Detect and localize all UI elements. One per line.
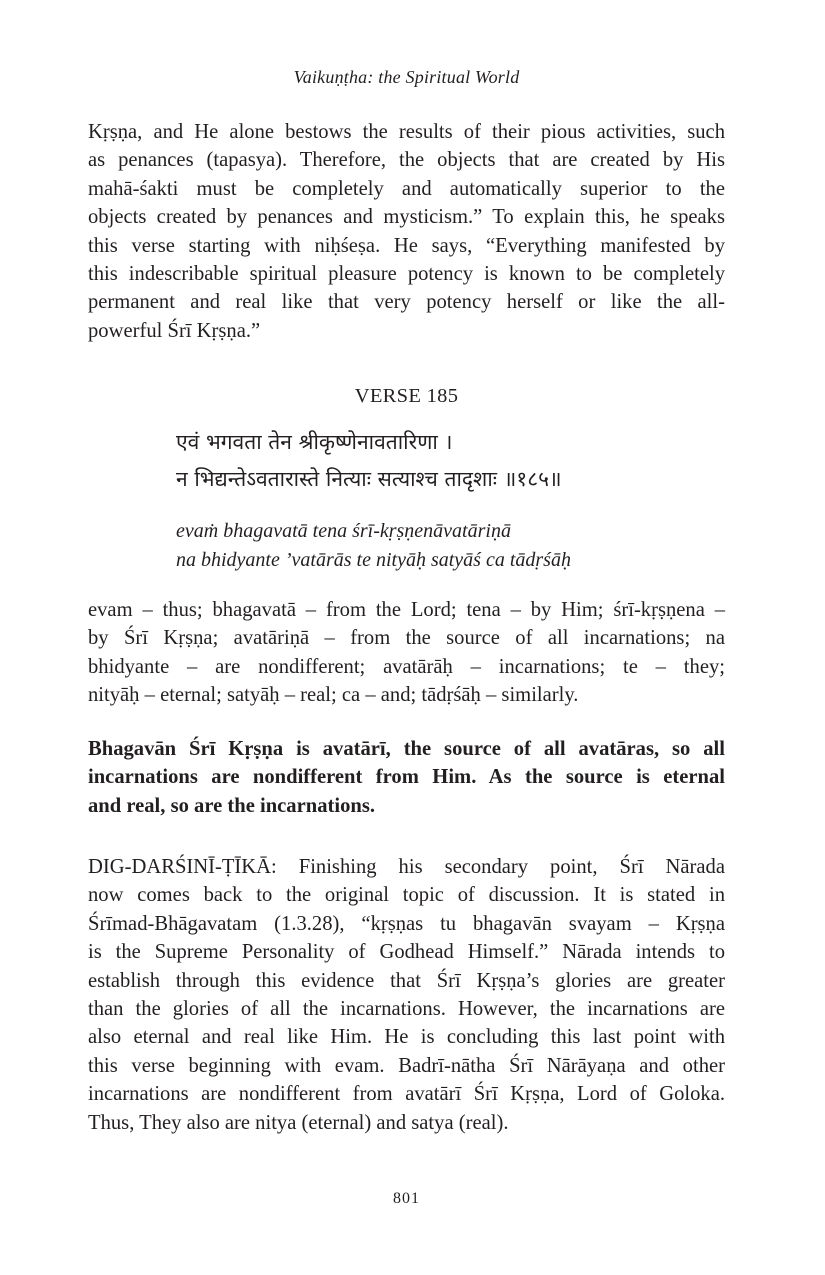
- devanagari-line-1: [176, 425, 646, 460]
- text-line: now comes back to the original topic of discussion. It is stated in: [88, 884, 725, 907]
- text-line: and real, so are the incarnations.: [88, 794, 375, 817]
- text-line: objects created by penances and mysticism.” To explain this, he speaks: [88, 206, 725, 229]
- text-line: also eternal and real like Him. He is concluding this last point with: [88, 1026, 725, 1049]
- text-line: DIG-DARŚINĪ-ṬĪKĀ: Finishing his secondary point, Śrī Nārada: [88, 856, 725, 878]
- text-line: establish through this evidence that Śrī Kṛṣṇa’s glories are greater: [88, 969, 725, 992]
- text-line: nityāḥ – eternal; satyāḥ – real; ca – and; tādṛśāḥ – similarly.: [88, 684, 579, 707]
- text-line: Kṛṣṇa, and He alone bestows the results of their pious activities, such: [88, 121, 725, 143]
- text-line: this verse beginning with evam. Badrī-nātha Śrī Nārāyaṇa and other: [88, 1054, 725, 1077]
- text-line: Thus, They also are nitya (eternal) and satya (real).: [88, 1111, 509, 1134]
- text-line: incarnations are nondifferent from avatārī Śrī Kṛṣṇa, Lord of Goloka.: [88, 1083, 725, 1106]
- verse-heading: VERSE 185: [354, 385, 459, 407]
- text-line: this verse starting with niḥśeṣa. He says, “Everything manifested by: [88, 234, 725, 257]
- text-line: mahā-śakti must be completely and automatically superior to the: [88, 177, 725, 200]
- text-line: as penances (tapasya). Therefore, the objects that are created by His: [88, 149, 725, 172]
- page-number: 801: [393, 1190, 420, 1207]
- text-line: by Śrī Kṛṣṇa; avatāriṇā – from the source of all incarnations; na: [88, 627, 725, 650]
- text-line: than the glories of all the incarnations. However, the incarnations are: [88, 998, 725, 1021]
- text-line: Śrīmad-Bhāgavatam (1.3.28), “kṛṣṇas tu bhagavān svayam – Kṛṣṇa: [88, 912, 725, 935]
- devanagari-text: एवं भगवता तेन श्रीकृष्णेनावतारिणा ।: [176, 430, 453, 454]
- text-line: is the Supreme Personality of Godhead Himself.” Nārada intends to: [88, 941, 725, 964]
- transliteration-line-2: na bhidyante ’vatārās te nityāḥ satyāś ca tādṛśāḥ: [176, 549, 571, 571]
- text-line: Bhagavān Śrī Kṛṣṇa is avatārī, the source of all avatāras, so all: [88, 738, 725, 760]
- text-line: bhidyante – are nondifferent; avatārāḥ – incarnations; te – they;: [88, 655, 725, 678]
- text-line: this indescribable spiritual pleasure potency is known to be completely: [88, 263, 725, 286]
- text-line: incarnations are nondifferent from Him. As the source is eternal: [88, 766, 725, 789]
- verse-translation: [88, 735, 725, 820]
- running-head: Vaikuṇṭha: the Spiritual World: [293, 67, 520, 87]
- paragraph-continued: [88, 118, 725, 345]
- text-line: evam – thus; bhagavatā – from the Lord; tena – by Him; śrī-kṛṣṇena –: [88, 599, 725, 621]
- devanagari-line-2: [176, 462, 646, 497]
- text-line: powerful Śrī Kṛṣṇa.”: [88, 319, 261, 342]
- transliteration-line-1: evaṁ bhagavatā tena śrī-kṛṣṇenāvatāriṇā: [176, 520, 511, 542]
- commentary-paragraph: [88, 853, 725, 1137]
- word-for-word-synonyms: [88, 596, 725, 710]
- devanagari-text: न भिद्यन्तेऽवतारास्ते नित्याः सत्याश्च तादृशाः ॥१८५॥: [176, 467, 562, 491]
- text-line: permanent and real like that very potency herself or like the all-: [88, 291, 725, 314]
